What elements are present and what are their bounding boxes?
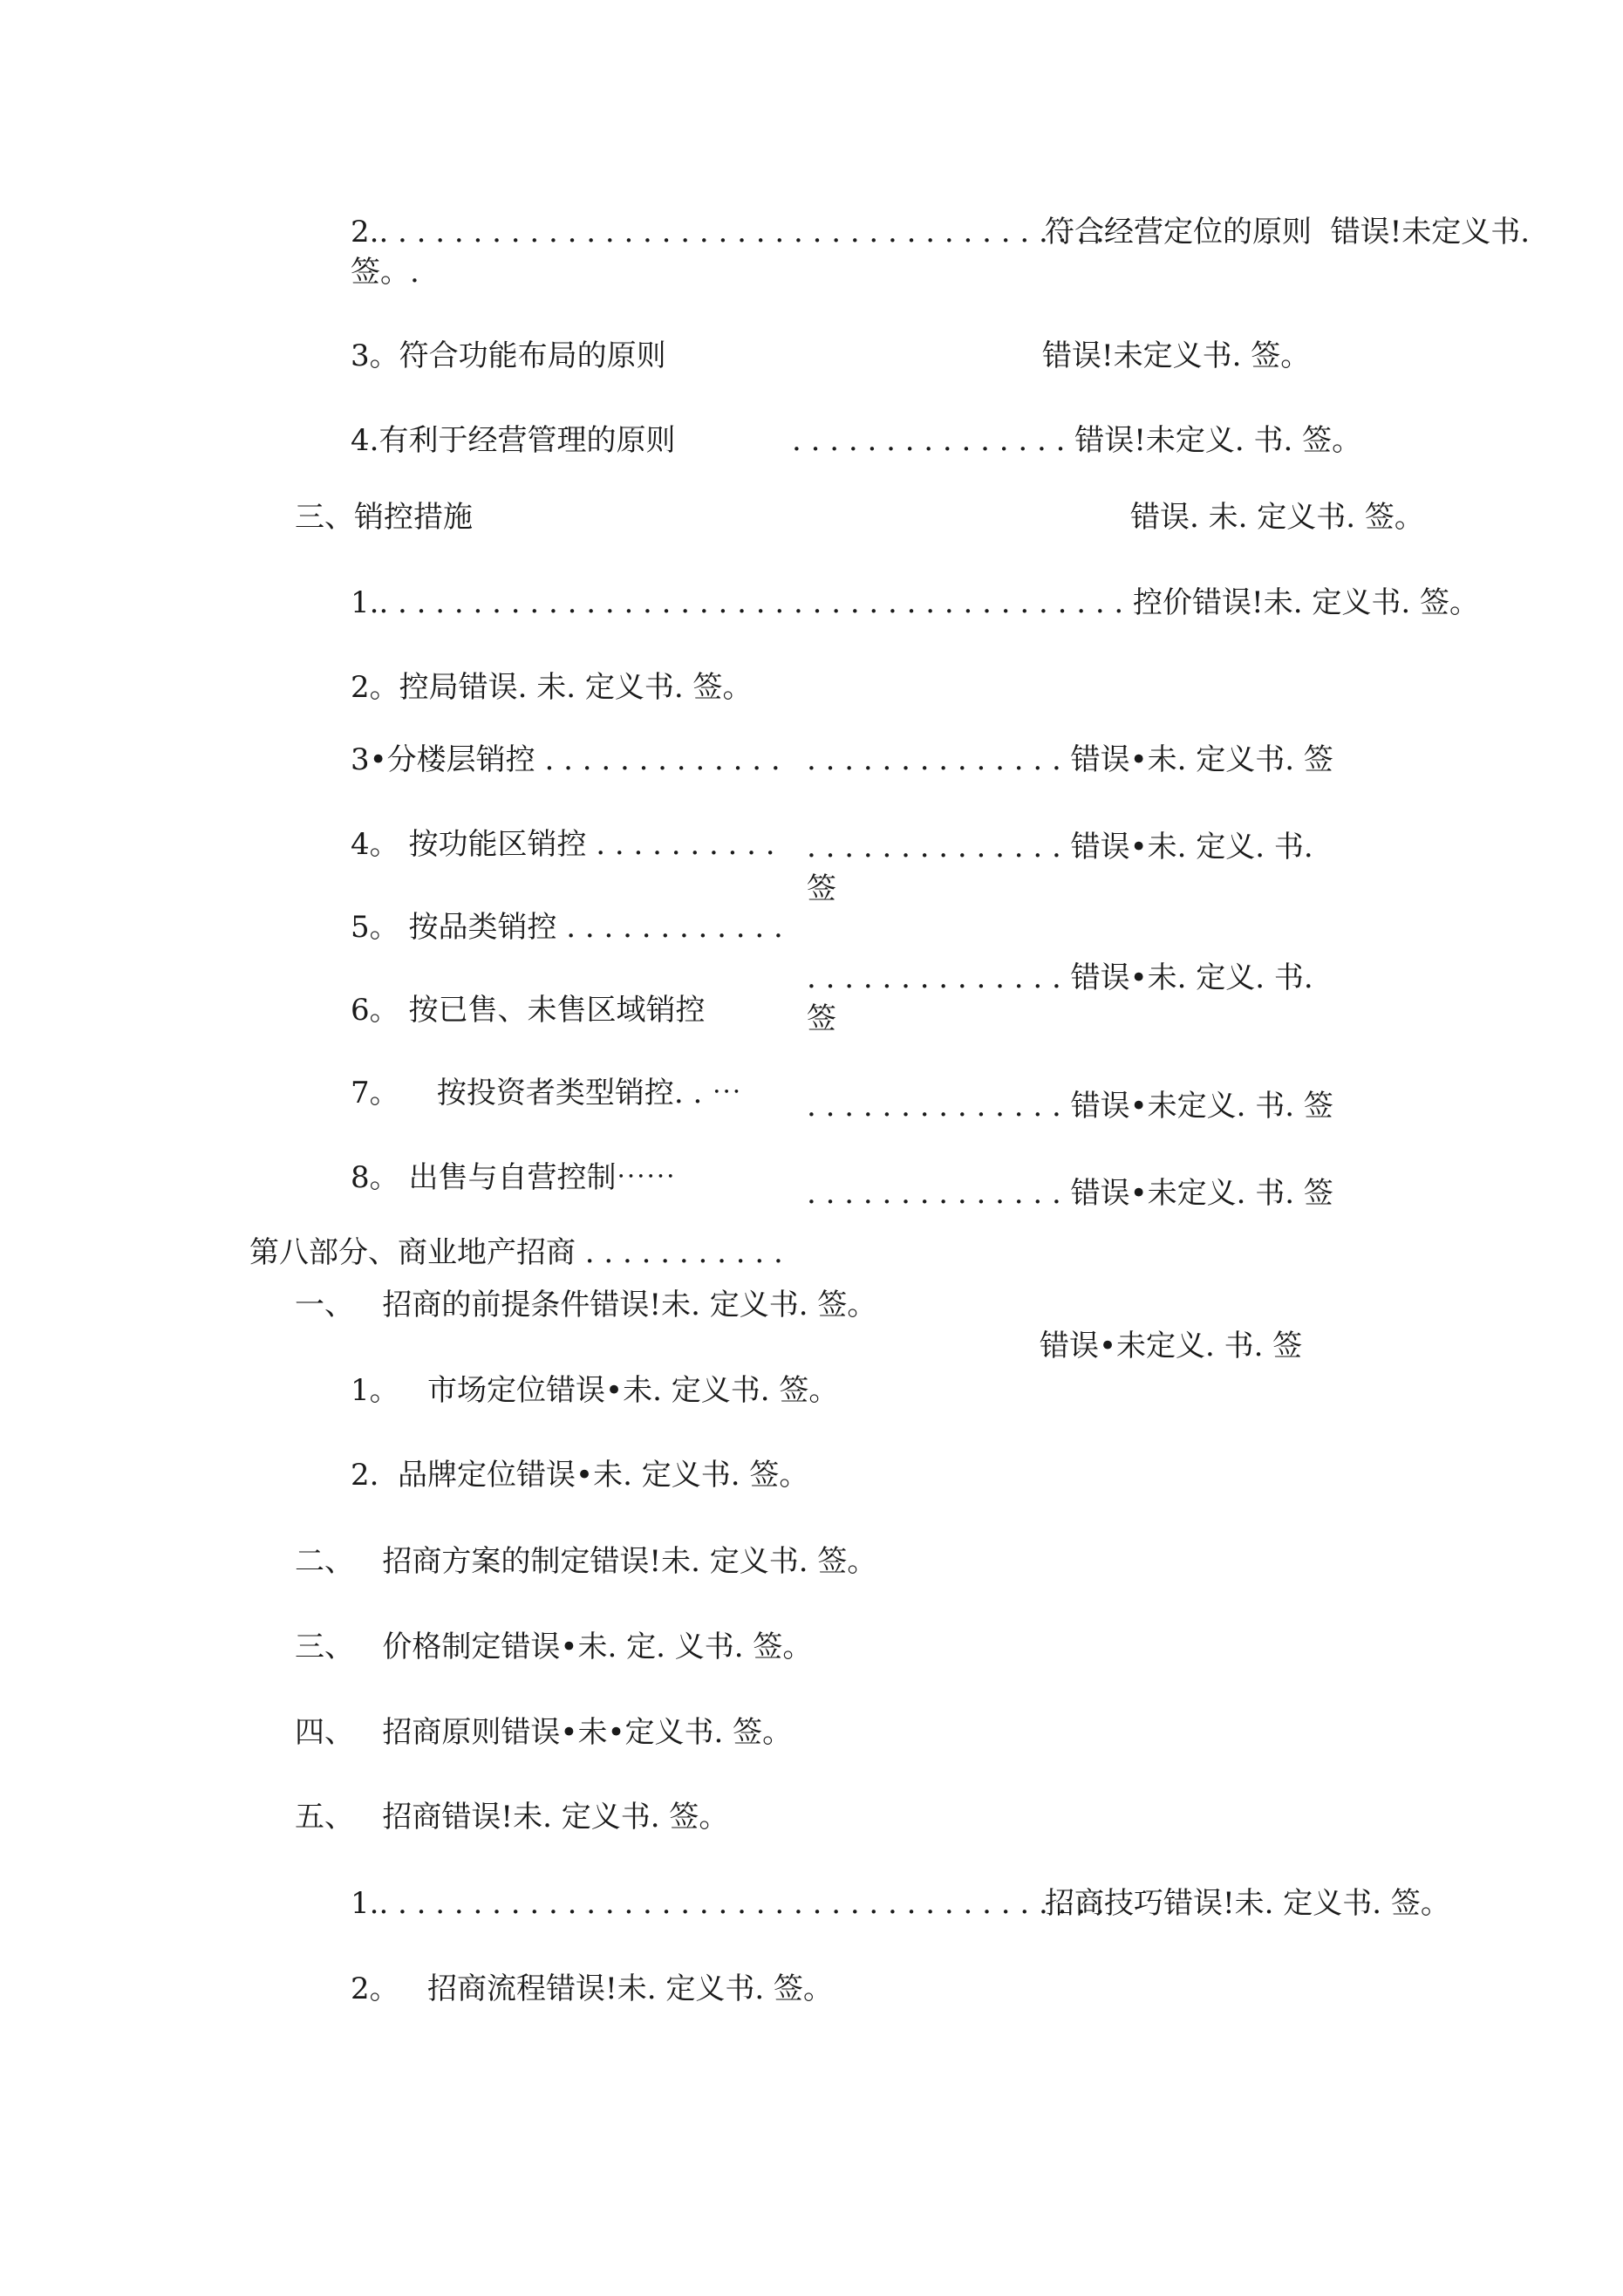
toc-entry-3-ref: 错误!未定义书. 签。 — [1042, 338, 1311, 373]
toc-sub-3-title: 3•分楼层销控 . . . . . . . . . . . . . — [351, 742, 781, 777]
toc-entry-3-title: 3。符合功能布局的原则 — [351, 338, 666, 373]
toc-item-5-1-title: 招商技巧错误!未. 定义书. 签。 — [1045, 1886, 1450, 1921]
toc-section-4-entry: 四、 招商原则错误•未•定义书. 签。 — [295, 1715, 793, 1750]
toc-item-1-entry: 1。 市场定位错误•未. 定义书. 签。 — [351, 1373, 839, 1408]
toc-sub-2-entry: 2。控局错误. 未. 定义书. 签。 — [351, 670, 753, 705]
toc-part-8-ref-clipped — [1040, 1261, 1303, 1363]
toc-item-5-1-leader: 1.. . . . . . . . . . . . . . . . . . . . . . . . . . . . . . . . . . . . . . . — [351, 1886, 1105, 1921]
toc-sub-7-title: 7。 按投资者类型销控. . ⋯ — [351, 1076, 742, 1110]
toc-sub-4-ref: . . . . . . . . . . . . . . 错误•未. 定义. 书. — [807, 830, 1313, 864]
toc-section-3-title: 三、销控措施 — [295, 500, 473, 535]
toc-sub-8-ref: . . . . . . . . . . . . . . 错误•未定义. 书. 签 — [807, 1176, 1333, 1211]
toc-sub-6-title: 6。 按已售、未售区域销控 — [351, 993, 706, 1028]
toc-sub-7-ref: . . . . . . . . . . . . . . 错误•未定义. 书. 签 — [807, 1089, 1333, 1124]
toc-sub-5-ref: . . . . . . . . . . . . . . 错误•未. 定义. 书. — [807, 960, 1313, 995]
toc-sub-4-continuation: 签 — [807, 871, 836, 906]
toc-section-2-entry: 二、 招商方案的制定错误!未. 定义书. 签。 — [295, 1544, 877, 1579]
toc-item-2-entry: 2. 品牌定位错误•未. 定义书. 签。 — [351, 1458, 809, 1493]
toc-section-3-entry: 三、 价格制定错误•未. 定. 义书. 签。 — [295, 1630, 813, 1664]
toc-sub-3-ref: . . . . . . . . . . . . . . 错误•未. 定义书. 签 — [807, 742, 1333, 777]
toc-section-5-entry: 五、 招商错误!未. 定义书. 签。 — [295, 1800, 729, 1835]
toc-entry-4-title: 4.有利于经营管理的原则 — [351, 423, 676, 458]
toc-item-5-2-entry: 2。 招商流程错误!未. 定义书. 签。 — [351, 1971, 833, 2006]
toc-sub-8-title: 8。 出售与自营控制⋯⋯ — [351, 1160, 676, 1195]
toc-entry-4-ref: . . . . . . . . . . . . . . . 错误!未定义. 书. 签。 — [792, 423, 1362, 458]
toc-entry-2-leader: 2.. . . . . . . . . . . . . . . . . . . . . . . . . . . . . . . . . . . . . . . — [351, 215, 1105, 249]
toc-sub-4-title: 4。 按功能区销控 . . . . . . . . . . — [351, 827, 775, 862]
toc-sub-5-continuation: 签 — [807, 1001, 836, 1036]
toc-section-1-entry: 一、 招商的前提条件错误!未. 定义书. 签。 — [295, 1288, 877, 1322]
toc-part-8-ref: 错误•未定义. 书. 签 — [1040, 1328, 1303, 1363]
toc-sub-1-entry: 1.. . . . . . . . . . . . . . . . . . . . . . . . . . . . . . . . . . . . . . . . 控价错误!未. 定义书. 签。 — [351, 585, 1479, 620]
toc-section-3-ref: 错误. 未. 定义书. 签。 — [1130, 500, 1424, 535]
toc-part-8-title: 第八部分、商业地产招商 . . . . . . . . . . . — [249, 1235, 783, 1270]
toc-entry-2-continuation: 签。. — [351, 255, 419, 290]
toc-entry-2-title: 符合经营定位的原则 错误!未定义书. — [1045, 215, 1531, 249]
toc-sub-5-title: 5。 按品类销控 . . . . . . . . . . . . — [351, 910, 783, 945]
